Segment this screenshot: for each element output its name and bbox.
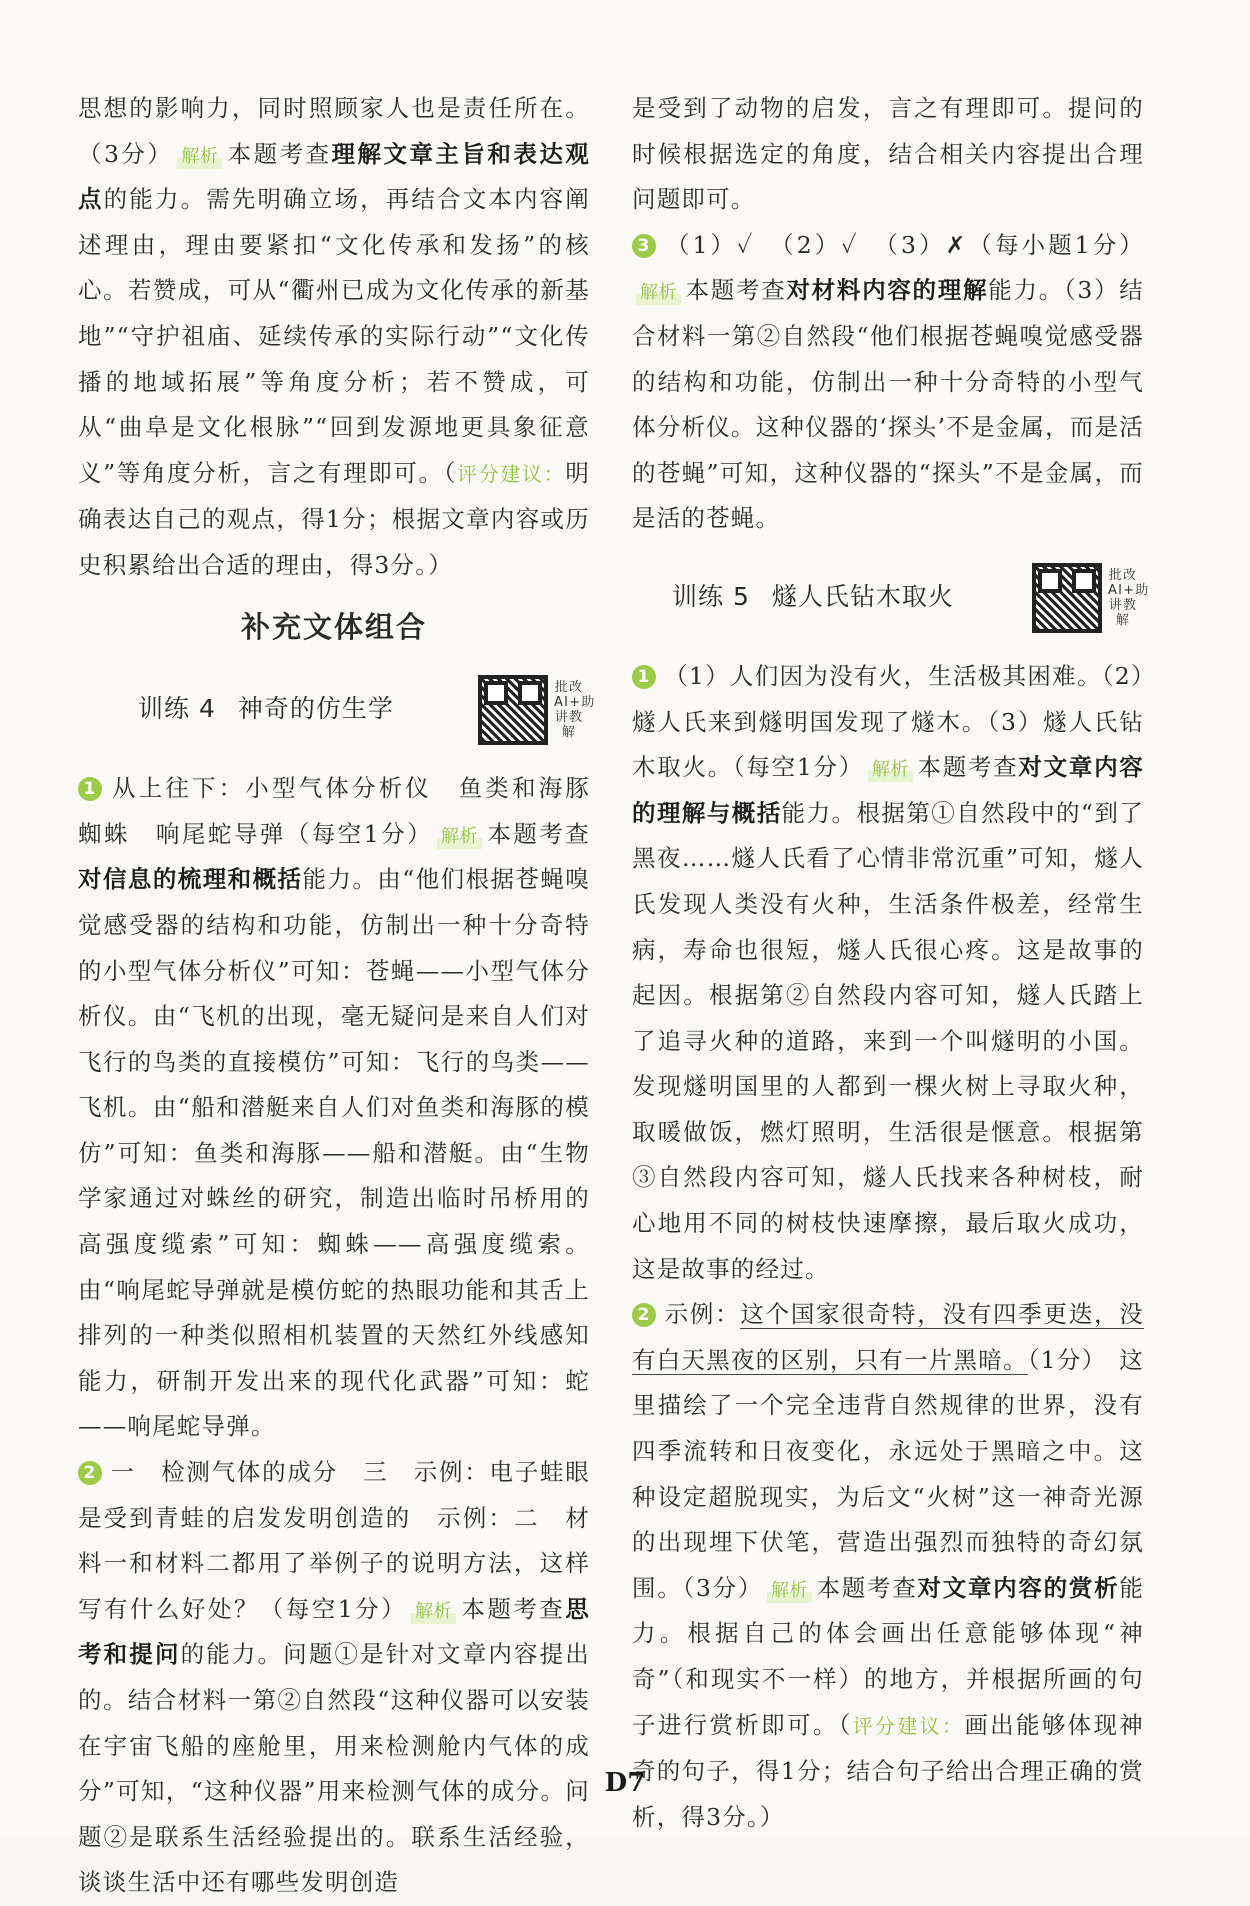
analysis-tag: 解析: [767, 1579, 812, 1603]
answer-item: [632, 223, 1144, 542]
text: 本题考查: [816, 1573, 918, 1602]
answer-item: [632, 654, 1144, 1292]
text: 的能力。问题①是针对文章内容提出的。结合材料一第②自然段“这种仪器可以安装在宇宙飞船的座舱里，用来检测舱内气体的成分”可知，“这种仪器”用来检测气体的成分。问题②是联系生活经验提出的。联系生活经验，谈谈生活中还有哪些发明创造: [78, 1640, 590, 1897]
right-column: [632, 86, 1150, 1840]
section-title: 补充文体组合: [240, 609, 427, 644]
bold-keyword: 对文章内容的理解与概括: [632, 753, 1145, 827]
analysis-tag: 解析: [437, 825, 482, 849]
bold-keyword: 对文章内容的赏析: [917, 1573, 1120, 1602]
qr-label: 批改AI+助讲教解: [1108, 567, 1150, 628]
drill-name: 燧人氏钻木取火: [771, 581, 954, 611]
text: 能力。根据自己的体会画出任意能够体现“神奇”（和现实不一样）的地方，并根据所画的句子进行赏析即可。（: [632, 1573, 1145, 1739]
answer-text: （1）人们因为没有火，生活极其困难。（2）燧人氏来到燧明国发现了燧木。（3）燧人氏钻木取火。（每空1分）: [632, 661, 1144, 782]
text: 能力。根据第①自然段中的“到了黑夜……燧人氏看了心情非常沉重”可知，燧人氏发现人类没有火种，生活条件极差，经常生病，寿命也很短，燧人氏很心疼。这是故事的起因。根据第②自然段内容可知，燧人氏踏上了追寻火种的道路，来到一个叫燧明的小国。发现燧明国里的人都到一棵火树上寻取火种，取暖做饭，燃灯照明，生活很是惬意。根据第③自然段内容可知，燧人氏找来各种树枝，耐心地用不同的树枝快速摩擦，最后取火成功，这是故事的经过。: [632, 798, 1145, 1283]
answer-text: 从上往下：小型气体分析仪 鱼类和海豚 蜘蛛 响尾蛇导弹（每空1分）: [78, 774, 615, 848]
analysis-tag: 解析: [177, 145, 222, 169]
bold-keyword: 对信息的梳理和概括: [78, 865, 303, 894]
question-number-badge: 2: [632, 1303, 656, 1327]
drill-label: 训练 4: [138, 694, 216, 724]
text: 能力。（3）结合材料一第②自然段“他们根据苍蝇嗅觉感受器的结构和功能，仿制出一种十分奇特的小型气体分析仪。这种仪器的‘探头’不是金属，而是活的苍蝇”可知，这种仪器的“探头”不是金属，而是活的苍蝇。: [632, 276, 1144, 533]
drill-title: [138, 686, 394, 732]
qr-code[interactable]: [1032, 556, 1150, 640]
scoring-hint-label: 评分建议：: [852, 1713, 965, 1738]
drill-name: 神奇的仿生学: [237, 694, 394, 724]
analysis-tag: 解析: [411, 1600, 456, 1624]
qr-label: 批改AI+助讲教解: [554, 680, 596, 741]
question-number-badge: 2: [78, 1461, 102, 1485]
left-column: [78, 86, 615, 1906]
text: 本题考查: [460, 1594, 566, 1623]
scoring-hint-label: 评分建议：: [457, 461, 566, 486]
text: 能力。由“他们根据苍蝇嗅觉感受器的结构和功能，仿制出一种十分奇特的小型气体分析仪”可知：苍蝇——小型气体分析仪。由“飞机的出现，毫无疑问是来自人们对飞行的鸟类的直接模仿”可知：飞行的鸟类——飞机。由“船和潜艇来自人们对鱼类和海豚的模仿”可知：鱼类和海豚——船和潜艇。由“生物学家通过对蛛丝的研究，制造出临时吊桥用的高强度缆索”可知：蜘蛛——高强度缆索。由“响尾蛇导弹就是模仿蛇的热眼功能和其舌上排列的一种类似照相机装置的天然红外线感知能力，研制开发出来的现代化武器”可知：蛇——响尾蛇导弹。: [78, 865, 590, 1441]
text: （3分）: [78, 139, 174, 168]
text: 本题考查: [685, 276, 787, 305]
text: 思想的影响力，同时照顾家人也是责任所在。: [78, 94, 590, 122]
bold-keyword: 思考和提问: [78, 1594, 590, 1669]
text: 本题考查: [916, 753, 1019, 782]
answer-text: 一 检测气体的成分 三 示例：电子蛙眼是受到青蛙的启发发明创造的 示例：二 材料一和材料二都用了举例子的说明方法，这样写有什么好处？（每空1分）: [78, 1458, 590, 1623]
question-number-badge: 3: [632, 234, 656, 258]
text: 本题考查: [226, 139, 332, 168]
answer-text: （1）✓ （2）✓ （3）✗（每小题1分）: [664, 230, 1144, 259]
answer-item: [78, 766, 615, 1450]
text: 示例：: [664, 1300, 741, 1329]
text: 画出能够体现神奇的句子，得1分；结合句子给出合理正确的赏析，得3分。）: [632, 1710, 1145, 1831]
paragraph: 是受到了动物的启发，言之有理即可。提问的时候根据选定的角度，结合相关内容提出合理问题即可。: [632, 94, 1144, 214]
answer-item: [632, 1292, 1144, 1840]
qr-icon: [478, 675, 548, 745]
qr-code[interactable]: [478, 668, 596, 752]
text: 的能力。需先明确立场，再结合文本内容阐述理由，理由要紧扣“文化传承和发扬”的核心。若赞成，可从“衢州已成为文化传承的新基地”“守护祖庙、延续传承的实际行动”“文化传播的地域拓展”等角度分析；若不赞成，可从“曲阜是文化根脉”“回到发源地更具象征意义”等角度分析，言之有理即可。（: [78, 185, 590, 487]
text: 本题考查: [486, 819, 590, 848]
question-number-badge: 1: [78, 777, 102, 801]
answer-item: [78, 1450, 590, 1906]
drill-header: [632, 548, 1150, 648]
paragraph: [78, 86, 590, 589]
question-number-badge: 1: [632, 665, 656, 689]
bold-keyword: 理解文章主旨和表达观点: [78, 139, 590, 214]
drill-title: [672, 574, 954, 620]
analysis-tag: 解析: [868, 758, 913, 782]
qr-icon: [1032, 563, 1102, 633]
page-number: D7: [604, 1768, 646, 1798]
text: 明确表达自己的观点，得1分；根据文章内容或历史积累给出合适的理由，得3分。）: [78, 458, 591, 579]
drill-header: [78, 660, 596, 760]
underlined-sentence: 这个国家很奇特，没有四季更迭，没有白天黑夜的区别，只有一片黑暗。: [632, 1300, 1144, 1374]
bold-keyword: 对材料内容的理解: [786, 276, 989, 305]
analysis-tag: 解析: [636, 281, 681, 305]
drill-label: 训练 5: [672, 581, 750, 611]
text: （1分） 这里描绘了一个完全违背自然规律的世界，没有四季流转和日夜变化，永远处于黑暗之中。这种设定超脱现实，为后文“火树”这一神奇光源的出现埋下伏笔，营造出强烈而独特的奇幻氛围。（3分）: [632, 1345, 1144, 1602]
